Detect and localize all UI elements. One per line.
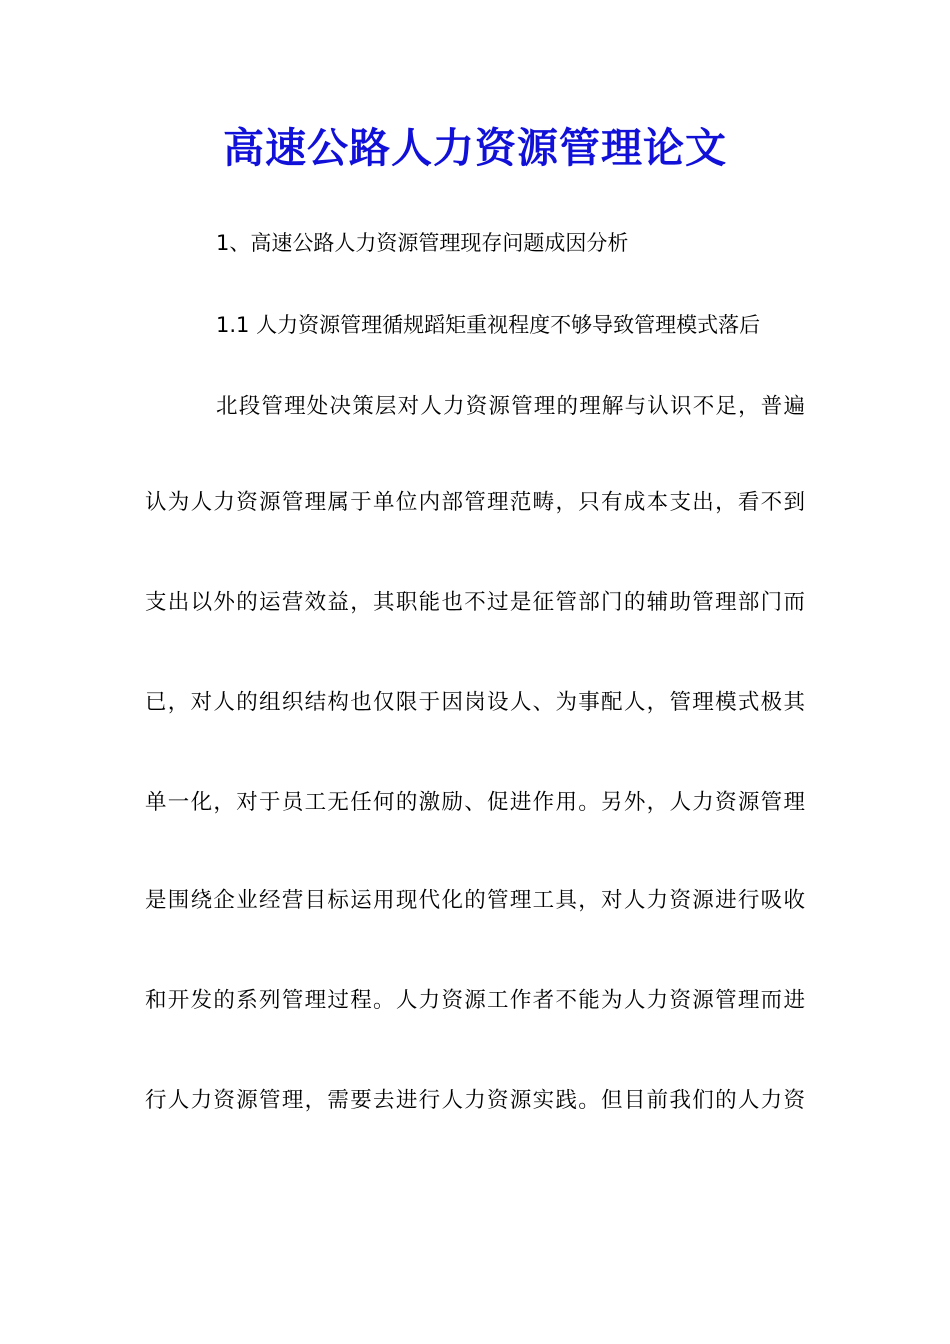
paragraph-line: 是围绕企业经营目标运用现代化的管理工具，对人力资源进行吸收 xyxy=(145,888,805,913)
paragraph-line: 行人力资源管理，需要去进行人力资源实践。但目前我们的人力资 xyxy=(145,1088,805,1113)
paragraph-line: 已，对人的组织结构也仅限于因岗设人、为事配人，管理模式极其 xyxy=(145,690,805,715)
section-heading: 1、高速公路人力资源管理现存问题成因分析 xyxy=(216,231,629,255)
paragraph-line: 北段管理处决策层对人力资源管理的理解与认识不足，普遍 xyxy=(216,394,805,419)
paragraph-line: 和开发的系列管理过程。人力资源工作者不能为人力资源管理而进 xyxy=(145,988,805,1013)
paragraph-line: 单一化，对于员工无任何的激励、促进作用。另外，人力资源管理 xyxy=(145,790,805,815)
paragraph-line: 认为人力资源管理属于单位内部管理范畴，只有成本支出，看不到 xyxy=(145,490,805,515)
subsection-heading: 1.1 人力资源管理循规蹈矩重视程度不够导致管理模式落后 xyxy=(216,313,761,337)
paragraph-line: 支出以外的运营效益，其职能也不过是征管部门的辅助管理部门而 xyxy=(145,590,805,615)
document-title: 高速公路人力资源管理论文 xyxy=(223,124,727,172)
